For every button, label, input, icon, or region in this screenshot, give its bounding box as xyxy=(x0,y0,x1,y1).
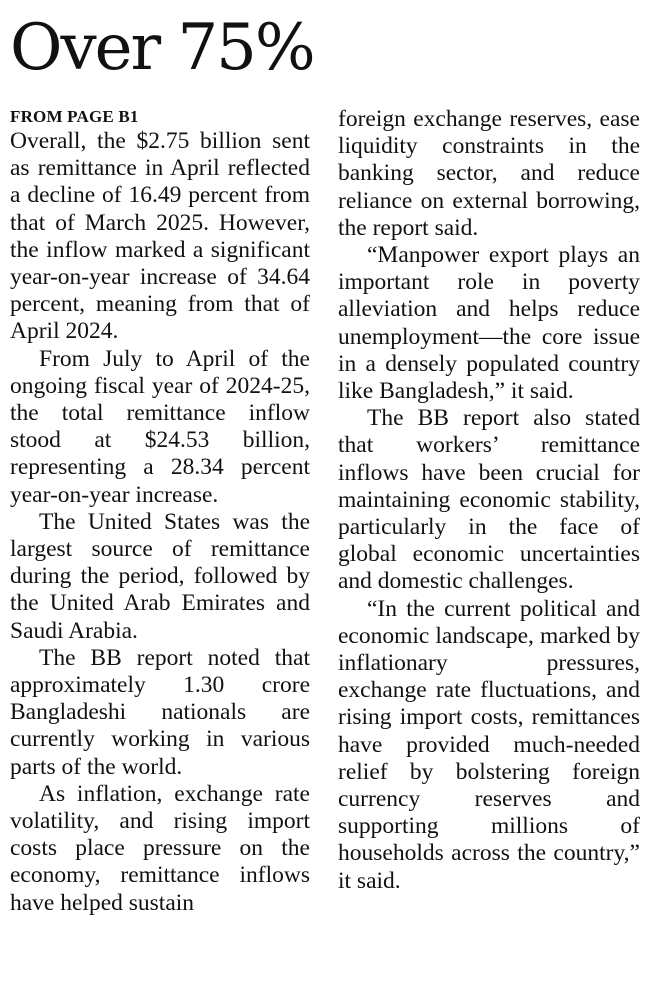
continued-from-label: FROM PAGE B1 xyxy=(10,107,139,126)
left-column xyxy=(10,128,310,917)
body-paragraph: Overall, the $2.75 billion sent as remittance in April reflected a decline of 16.49 percent from that of March 2025. However, the inflow marked a significant year-on-year increase of 34.64 percent, meaning from that of April 2024. xyxy=(10,128,310,345)
right-column xyxy=(338,106,640,895)
headline: Over 75% xyxy=(10,11,314,85)
body-paragraph: foreign exchange reserves, ease liquidity constraints in the banking sector, and reduce reliance on external borrowing, the report said. xyxy=(338,106,640,241)
body-paragraph: The BB report noted that approximately 1.30 crore Bangladeshi nationals are currently working in various parts of the world. xyxy=(10,644,310,780)
body-paragraph: From July to April of the ongoing fiscal year of 2024-25, the total remittance inflow stood at $24.53 billion, representing a 28.34 percent year-on-year increase. xyxy=(10,345,310,508)
body-paragraph: The United States was the largest source of remittance during the period, followed by the United Arab Emirates and Saudi Arabia. xyxy=(10,508,310,644)
body-paragraph: “Manpower export plays an important role in poverty alleviation and helps reduce unemployment—the core issue in a densely populated country like Bangladesh,” it said. xyxy=(338,242,640,405)
body-paragraph: As inflation, exchange rate volatility, and rising import costs place pressure on the economy, remittance inflows have helped sustain xyxy=(10,780,310,916)
body-paragraph: “In the current political and economic landscape, marked by inflationary pressures, exchange rate fluctuations, and rising import costs, remittances have provided much-needed relief by bolstering foreign currency reserves and supporting millions of households across the country,” it said. xyxy=(338,595,640,894)
body-paragraph: The BB report also stated that workers’ remittance inflows have been crucial for maintaining economic stability, particularly in the face of global economic uncertainties and domestic challenges. xyxy=(338,405,640,595)
